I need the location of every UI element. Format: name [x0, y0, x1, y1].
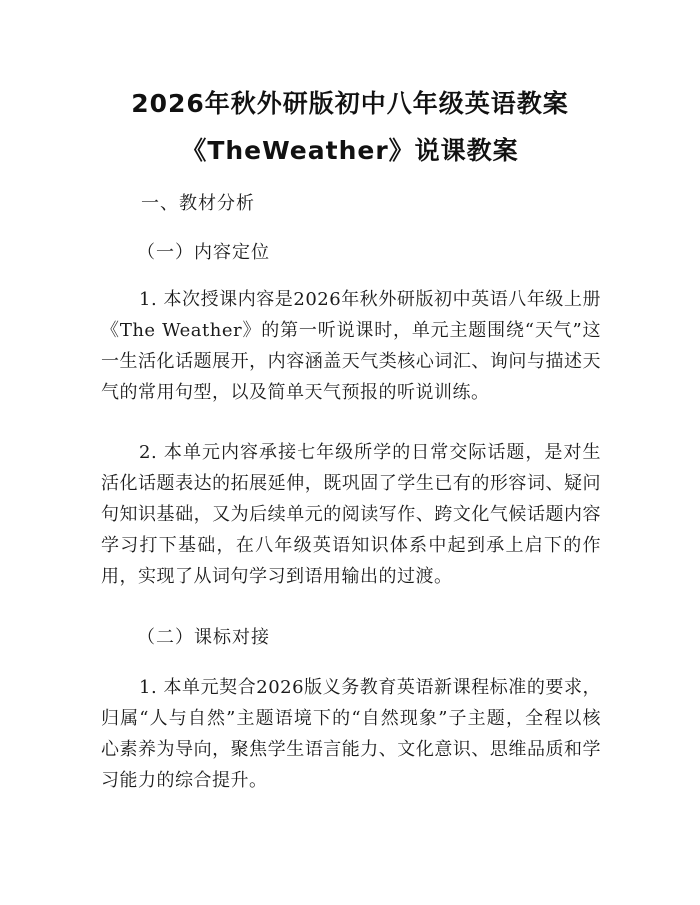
document-subtitle: 《TheWeather》说课教案	[181, 136, 519, 165]
document-title: 2026年秋外研版初中八年级英语教案	[131, 89, 569, 118]
subsection-heading-curriculum-alignment: （二）课标对接	[137, 627, 270, 648]
section-heading-textbook-analysis: 一、教材分析	[141, 193, 255, 214]
paragraph-content-1: 1. 本次授课内容是2026年秋外研版初中英语八年级上册《The Weather》的第一听说课时，单元主题围绕“天气”这一生活化话题展开，内容涵盖天气类核心词汇、询问与描述天气的常用句型，以及简单天气预报的听说训练。	[101, 289, 601, 403]
paragraph-curriculum-1: 1. 本单元契合2026版义务教育英语新课程标准的要求，归属“人与自然”主题语境下的“自然现象”子主题，全程以核心素养为导向，聚焦学生语言能力、文化意识、思维品质和学习能力的综合提升。	[101, 677, 601, 791]
paragraph-content-2: 2. 本单元内容承接七年级所学的日常交际话题，是对生活化话题表达的拓展延伸，既巩固了学生已有的形容词、疑问句知识基础，又为后续单元的阅读写作、跨文化气候话题内容学习打下基础，在八年级英语知识体系中起到承上启下的作用，实现了从词句学习到语用输出的过渡。	[101, 442, 601, 587]
subsection-heading-content-positioning: （一）内容定位	[137, 242, 270, 263]
